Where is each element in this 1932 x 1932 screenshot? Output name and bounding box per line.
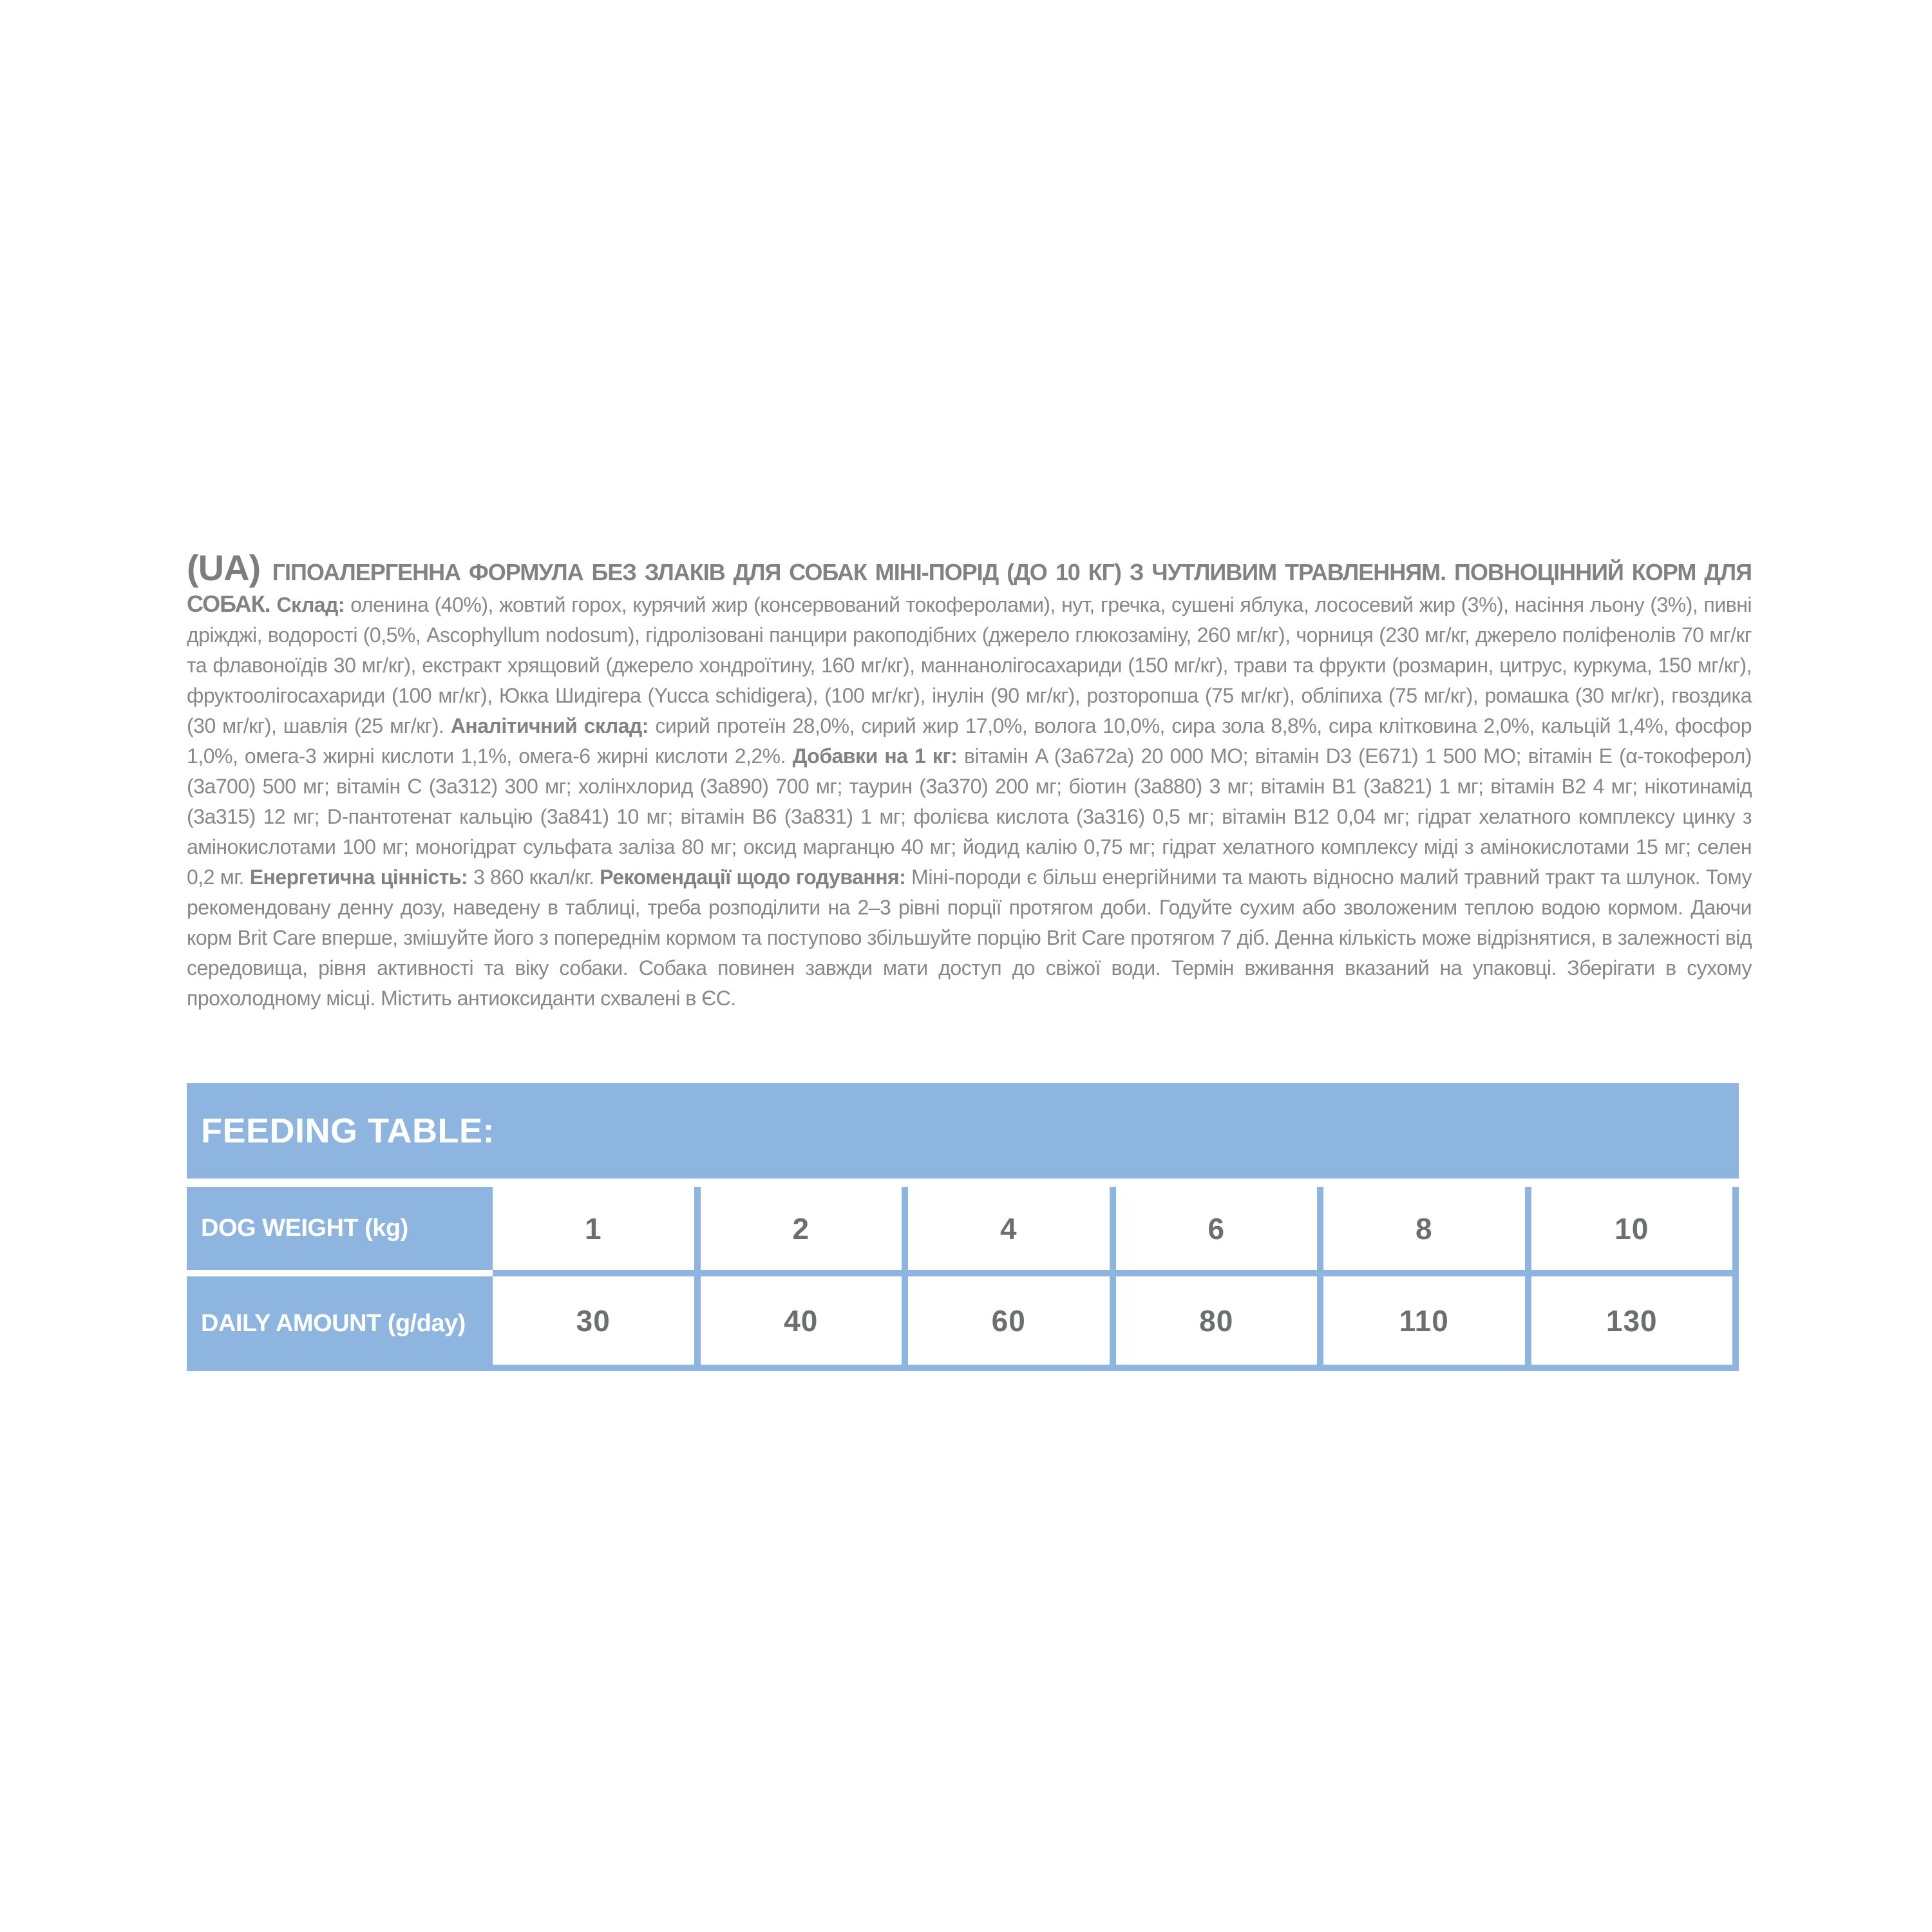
feeding-table-body <box>187 1187 1739 1371</box>
dog-weight-value: 1 <box>493 1187 694 1270</box>
row-label-dog-weight: DOG WEIGHT (kg) <box>187 1187 493 1270</box>
feeding-table-header <box>187 1083 1739 1179</box>
dog-weight-value: 8 <box>1323 1187 1525 1270</box>
feeding-table-title: FEEDING TABLE: <box>201 1112 495 1150</box>
analytical-heading: Аналітичний склад: <box>450 714 656 737</box>
feeding-table-grid <box>493 1187 1739 1371</box>
composition-text: оленина (40%), жовтий горох, курячий жир (консервований токоферолами), нут, гречка, сушені яблука, лососевий жир (3%), насіння льону (3%), пивні дріжджі, водорості (0,5%, Ascophyllum nodosum), гідролізовані панцири ракоподібних (джерело глюкозаміну, 260 мг/кг), чорниця (230 мг/кг, джерело поліфенолів 70 мг/кг та флавоноїдів 30 мг/кг), екстракт хрящовий (джерело хондроїтину, 160 мг/кг), маннанолігосахариди (150 мг/кг), трави та фрукти (розмарин, цитрус, куркума, 150 мг/кг), фруктоолігосахариди (100 мг/кг), Юкка Шидігера (Yucca schidigera), (100 мг/кг), інулін (90 мг/кг), розторопша (75 мг/кг), обліпиха (75 мг/кг), ромашка (30 мг/кг), гвоздика (30 мг/кг), шавлія (25 мг/кг). <box>187 593 1752 737</box>
analytical-text: сирий протеїн 28,0%, сирий жир 17,0%, волога 10,0%, сира зола 8,8%, сира клітковина 2,0%, кальцій 1,4%, фосфор 1,0%, омега-3 жирні кислоти 1,1%, омега-6 жирні кислоти 2,2%. <box>187 714 1752 768</box>
feeding-table-label-column <box>187 1187 493 1371</box>
dog-weight-value: 6 <box>1116 1187 1318 1270</box>
daily-amount-value: 30 <box>493 1276 694 1365</box>
language-tag: (UA) <box>187 547 272 588</box>
ingredients-paragraph <box>187 547 1752 1014</box>
dog-weight-value: 2 <box>701 1187 902 1270</box>
additives-heading: Добавки на 1 кг: <box>792 744 965 768</box>
feeding-reco-text: Міні-породи є більш енергійними та мають відносно малий травний тракт та шлунок. Тому рекомендовану денну дозу, наведену в таблиці, треба розподілити на 2–3 рівні порції протягом доби. Годуйте сухим або зволоженим теплою водою кормом. Даючи корм Brit Care вперше, змішуйте його з попереднім кормом та поступово збільшуйте порцію Brit Care протягом 7 діб. Денна кількість може відрізнятися, в залежності від середовища, рівня активності та віку собаки. Собака повинен завжди мати доступ до свіжої води. Термін вживання вказаний на упаковці. Зберігати в сухому прохолодному місці. Містить антиоксиданти схвалені в ЄС. <box>187 866 1752 1010</box>
energy-text: 3 860 ккал/кг. <box>473 866 600 889</box>
feeding-table <box>187 1083 1739 1371</box>
dog-weight-value: 10 <box>1531 1187 1733 1270</box>
feeding-reco-heading: Рекомендації щодо годування: <box>600 866 912 889</box>
additives-text: вітамін A (3a672a) 20 000 МО; вітамін D3 (E671) 1 500 МО; вітамін E (α-токоферол) (3a700) 500 мг; вітамін C (3a312) 300 мг; холінхлорид (3a890) 700 мг; таурин (3a370) 200 мг; біотин (3a880) 3 мг; вітамін B1 (3a821) 1 мг; вітамін B2 4 мг; нікотинамід (3a315) 12 мг; D-пантотенат кальцію (3a841) 10 мг; вітамін B6 (3a831) 1 мг; фолієва кислота (3a316) 0,5 мг; вітамін B12 0,04 мг; гідрат хелатного комплексу цинку з амінокислотами 100 мг; моногідрат сульфата заліза 80 мг; оксид марганцю 40 мг; йодид калію 0,75 мг; гідрат хелатного комплексу міді з амінокислотами 15 мг; селен 0,2 мг. <box>187 744 1752 889</box>
composition-heading: Склад: <box>276 593 351 616</box>
row-label-daily-amount: DAILY AMOUNT (g/day) <box>187 1276 493 1371</box>
energy-heading: Енергетична цінність: <box>249 866 473 889</box>
product-title: ГІПОАЛЕРГЕННА ФОРМУЛА БЕЗ ЗЛАКІВ ДЛЯ СОБАК МІНІ-ПОРІД (ДО 10 КГ) З ЧУТЛИВИМ ТРАВЛЕННЯМ. ПОВНОЦІННИЙ КОРМ ДЛЯ СОБАК. <box>187 559 1752 617</box>
daily-amount-value: 130 <box>1531 1276 1733 1365</box>
daily-amount-value: 60 <box>908 1276 1110 1365</box>
daily-amount-value: 40 <box>701 1276 902 1365</box>
daily-amount-value: 80 <box>1116 1276 1318 1365</box>
daily-amount-value: 110 <box>1323 1276 1525 1365</box>
dog-weight-value: 4 <box>908 1187 1110 1270</box>
